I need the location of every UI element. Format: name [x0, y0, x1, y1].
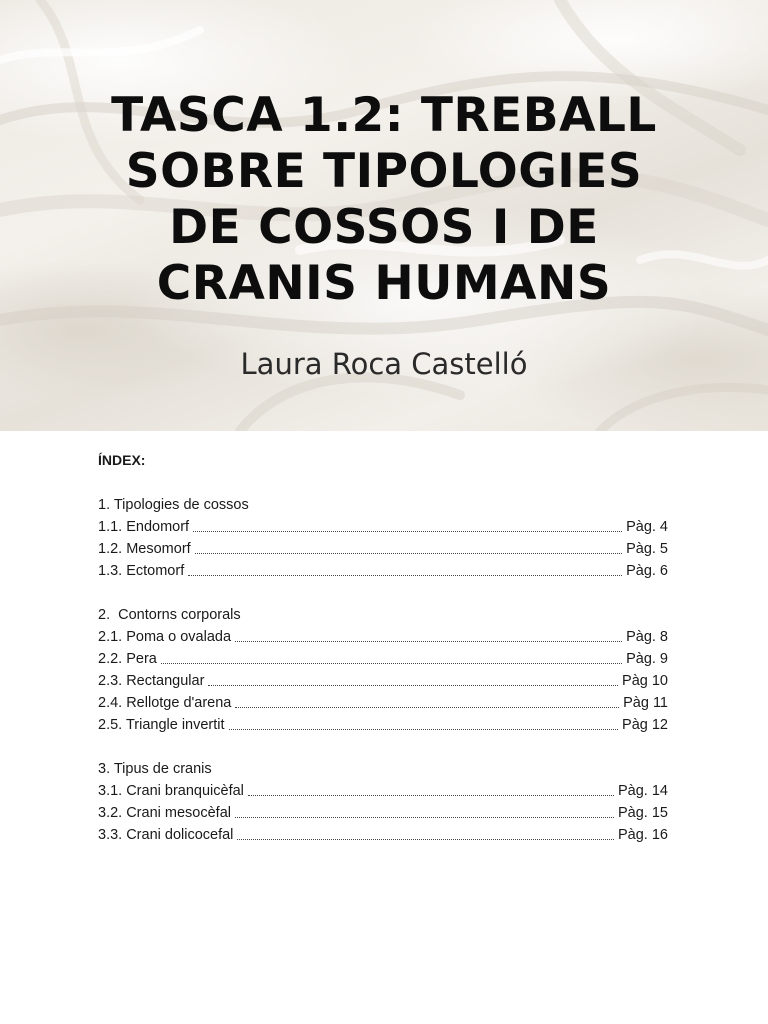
toc-entry-label: 3.3. Crani dolicocefal [98, 827, 234, 843]
toc-entry[interactable] [98, 824, 668, 846]
author-name: Laura Roca Castelló [240, 347, 528, 381]
toc-entry[interactable] [98, 538, 668, 560]
toc-entry-label: 1.2. Mesomorf [98, 541, 191, 557]
dot-leader [188, 575, 622, 576]
dot-leader [208, 685, 618, 686]
toc-entry-page: Pàg 11 [623, 695, 668, 711]
document-title: TASCA 1.2: TREBALL SOBRE TIPOLOGIES DE COSSOS I DE CRANIS HUMANS [111, 88, 657, 311]
dot-leader [235, 641, 622, 642]
table-of-contents [98, 450, 668, 868]
toc-entry-label: 1.1. Endomorf [98, 519, 190, 535]
toc-section-title: 2. Contorns corporals [98, 607, 241, 623]
dot-leader [195, 553, 622, 554]
toc-entry-label: 3.1. Crani branquicèfal [98, 783, 244, 799]
toc-section-title: 3. Tipus de cranis [98, 761, 212, 777]
toc-entry[interactable] [98, 802, 668, 824]
dot-leader [237, 839, 614, 840]
toc-entry-page: Pàg 12 [622, 717, 668, 733]
toc-entry-page: Pàg. 5 [626, 541, 668, 557]
toc-entry-page: Pàg. 4 [626, 519, 668, 535]
toc-entry-label: 2.5. Triangle invertit [98, 717, 225, 733]
toc-entry-label: 3.2. Crani mesocèfal [98, 805, 231, 821]
toc-entry[interactable] [98, 780, 668, 802]
toc-entry[interactable] [98, 714, 668, 736]
toc-entry[interactable] [98, 692, 668, 714]
toc-entry[interactable] [98, 516, 668, 538]
toc-entry[interactable] [98, 648, 668, 670]
dot-leader [193, 531, 622, 532]
toc-entry-label: 2.4. Rellotge d'arena [98, 695, 232, 711]
toc-entry-page: Pàg. 6 [626, 563, 668, 579]
toc-section-1 [98, 494, 668, 582]
toc-entry-page: Pàg 10 [622, 673, 668, 689]
toc-entry-page: Pàg. 8 [626, 629, 668, 645]
index-heading: ÍNDEX: [98, 452, 146, 468]
dot-leader [248, 795, 614, 796]
toc-entry-label: 1.3. Ectomorf [98, 563, 185, 579]
toc-entry-page: Pàg. 14 [618, 783, 668, 799]
toc-entry[interactable] [98, 626, 668, 648]
toc-entry-page: Pàg. 16 [618, 827, 668, 843]
toc-entry[interactable] [98, 560, 668, 582]
toc-entry-label: 2.2. Pera [98, 651, 157, 667]
cover-banner [0, 0, 768, 431]
dot-leader [229, 729, 618, 730]
toc-entry-page: Pàg. 15 [618, 805, 668, 821]
toc-entry[interactable] [98, 670, 668, 692]
toc-section-2 [98, 604, 668, 736]
dot-leader [235, 817, 614, 818]
toc-section-3 [98, 758, 668, 846]
dot-leader [235, 707, 619, 708]
toc-entry-page: Pàg. 9 [626, 651, 668, 667]
toc-entry-label: 2.1. Poma o ovalada [98, 629, 232, 645]
dot-leader [161, 663, 622, 664]
toc-entry-label: 2.3. Rectangular [98, 673, 205, 689]
toc-section-title: 1. Tipologies de cossos [98, 497, 249, 513]
